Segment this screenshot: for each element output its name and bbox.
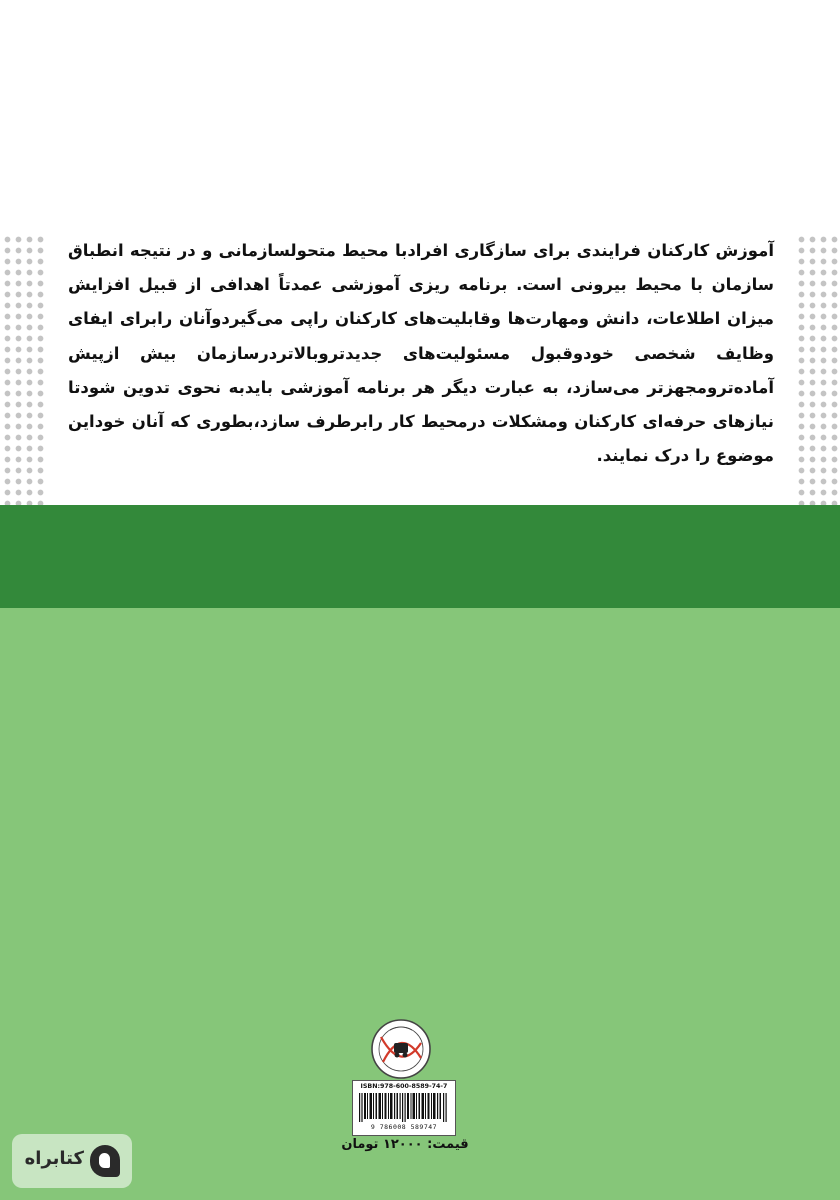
ketabrah-logo-icon xyxy=(90,1145,120,1177)
isbn-text: ISBN:978-600-8589-74-7 xyxy=(360,1083,448,1090)
barcode-bars xyxy=(359,1093,449,1122)
price-label: قیمت: ۱۲۰۰۰ تومان xyxy=(341,1137,469,1152)
ketabrah-watermark xyxy=(12,1134,132,1188)
dot-pattern-left xyxy=(0,232,48,532)
barcode-digits: 9 786008 589747 xyxy=(370,1123,438,1131)
publisher-logo xyxy=(370,1018,432,1080)
green-band-dark xyxy=(0,505,840,608)
barcode xyxy=(352,1080,456,1136)
back-cover-blurb: آموزش کارکنان فرایندی برای سازگاری افرادبا محیط متحولسازمانی و در نتیجه انطباق سازمان با محیط بیرونی است. برنامه ریزی آموزشی عمدتاً اهدافی از قبیل افزایش میزان اطلاعات، دانش ومهارت‌ها وقابلیت‌های کارکنان راپی می‌گیردوآنان رابرای ایفای وظایف شخصی خودوقبول مسئولیت‌های جدیدتروبالاتردرسازمان بیش ازپیش آماده‌ترومجهزتر می‌سازد، به عبارت دیگر هر برنامه آموزشی بایدبه نحوی تدوین شودتا نیازهای حرفه‌ای کارکنان ومشکلات درمحیط کار رابرطرف سازد،بطوری که آنان خوداین موضوع را درک نمایند. xyxy=(68,241,774,466)
dot-pattern-right xyxy=(794,232,840,532)
watermark-label: کتابراه xyxy=(24,1148,84,1169)
cover-top-area xyxy=(0,0,840,205)
